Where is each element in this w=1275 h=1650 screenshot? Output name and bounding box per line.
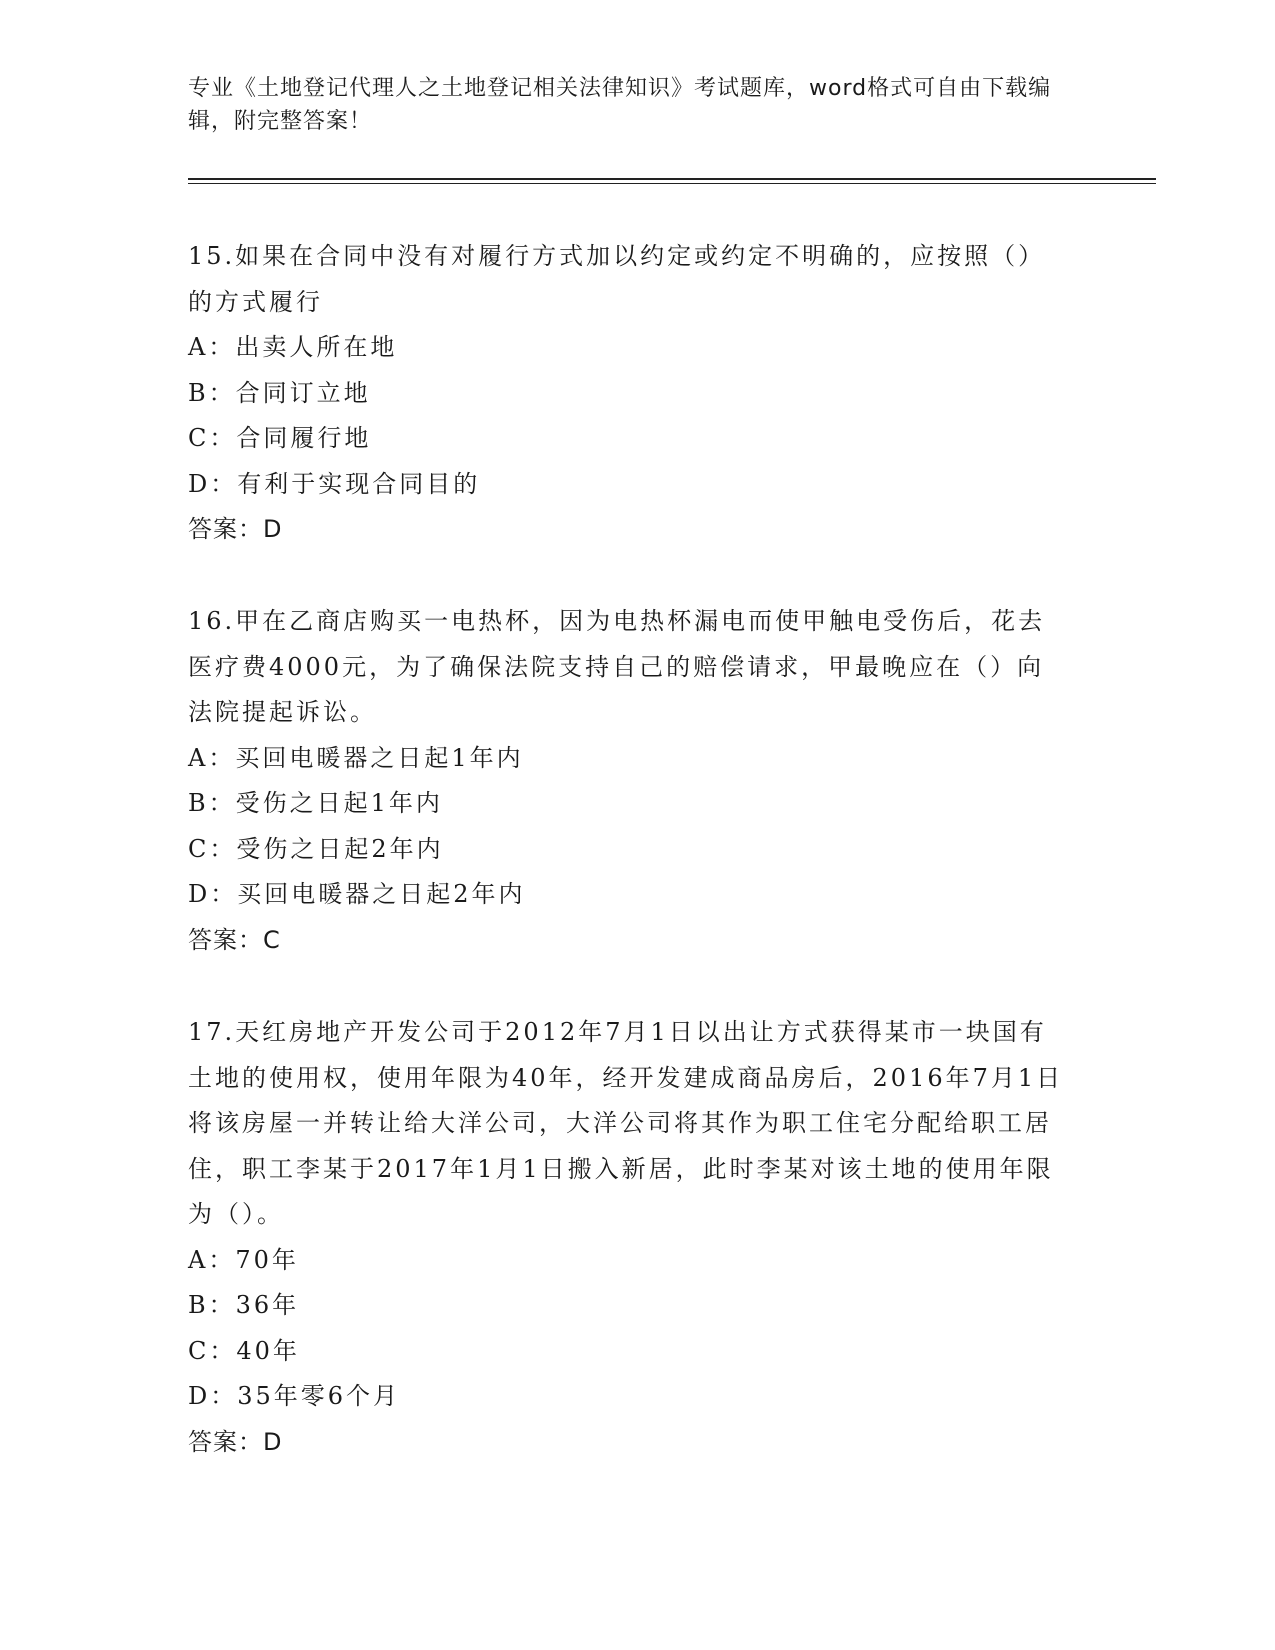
answer-line: 答案：C xyxy=(188,925,281,954)
question-stem: 16.甲在乙商店购买一电热杯，因为电热杯漏电而使甲触电受伤后，花去医疗费4000元，为了确保法院支持自己的赔偿请求，甲最晚应在（）向法院提起诉讼。 xyxy=(188,607,1046,726)
answer-line: 答案：D xyxy=(188,515,283,543)
option-a: A：70年 xyxy=(188,1245,299,1274)
question-stem: 17.天红房地产开发公司于2012年7月1日以出让方式获得某市一块国有土地的使用权，使用年限为40年，经开发建成商品房后，2016年7月1日将该房屋一并转让给大洋公司，大洋公司将其作为职工住宅分配给职工居住，职工李某于2017年1月1日搬入新居，此时李某对该土地的使用年限为（）。 xyxy=(188,1018,1064,1228)
document-header: 专业《土地登记代理人之土地登记相关法律知识》考试题库，word格式可自由下载编辑，附完整答案！ xyxy=(188,76,1052,134)
option-d: D：35年零6个月 xyxy=(188,1382,401,1410)
option-c: C：合同履行地 xyxy=(188,424,372,452)
header-divider-thin xyxy=(188,183,1156,184)
question-stem: 15.如果在合同中没有对履行方式加以约定或约定不明确的，应按照（）的方式履行 xyxy=(188,242,1046,316)
option-d: D：有利于实现合同目的 xyxy=(188,469,481,498)
header-divider-thick xyxy=(188,178,1156,180)
question-15 xyxy=(188,234,1068,553)
option-a: A：出卖人所在地 xyxy=(188,333,398,361)
option-a: A：买回电暖器之日起1年内 xyxy=(188,743,524,772)
option-c: C：受伤之日起2年内 xyxy=(188,834,444,863)
option-b: B：合同订立地 xyxy=(188,378,371,407)
option-d: D：买回电暖器之日起2年内 xyxy=(188,880,526,908)
option-b: B：36年 xyxy=(188,1291,300,1319)
answer-line: 答案：D xyxy=(188,1427,283,1456)
option-b: B：受伤之日起1年内 xyxy=(188,789,443,817)
option-c: C：40年 xyxy=(188,1336,300,1365)
question-17 xyxy=(188,1010,1068,1465)
question-16 xyxy=(188,599,1068,963)
